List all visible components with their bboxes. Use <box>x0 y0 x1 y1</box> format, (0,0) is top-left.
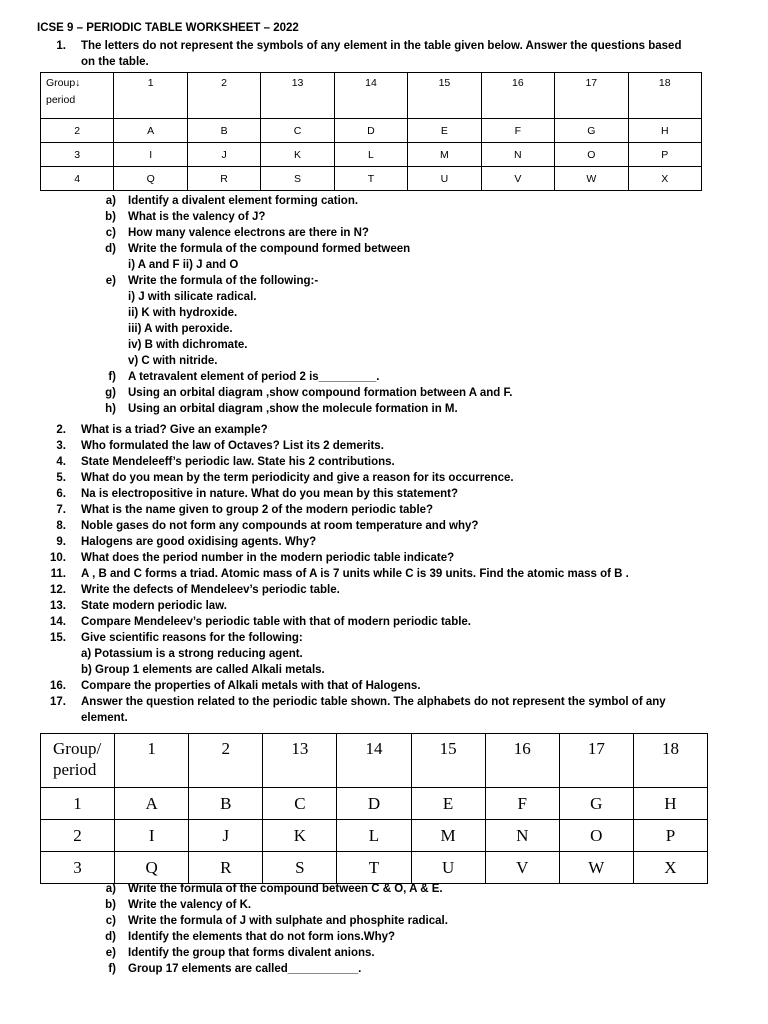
periodic-table-1 <box>40 72 702 191</box>
group-header: 1 <box>115 734 189 788</box>
element-cell: L <box>334 143 407 167</box>
question-text: The letters do not represent the symbols of any element in the table given below. Answer the questions based <box>81 40 682 52</box>
element-cell: W <box>559 852 633 884</box>
question-text: Compare the properties of Alkali metals with that of Halogens. <box>81 680 421 692</box>
element-cell: P <box>628 143 702 167</box>
group-label: Group↓ <box>46 77 81 89</box>
period-cell: 2 <box>41 820 115 852</box>
sub-question-label: c) <box>105 915 116 927</box>
question-number: 17. <box>50 696 66 708</box>
table-row <box>41 143 702 167</box>
element-cell: M <box>411 820 485 852</box>
sub-question-text: Write the formula of J with sulphate and phosphite radical. <box>128 915 448 927</box>
element-cell: J <box>187 143 260 167</box>
group-label: Group/ <box>53 739 102 758</box>
question-number: 8. <box>56 520 66 532</box>
sub-question-text: i) A and F ii) J and O <box>128 259 239 271</box>
question-number: 15. <box>50 632 66 644</box>
element-cell: I <box>114 143 187 167</box>
element-cell: E <box>408 119 481 143</box>
sub-question-label: e) <box>105 947 116 959</box>
period-cell: 3 <box>41 143 114 167</box>
group-header: 2 <box>187 73 260 119</box>
sub-question-label: e) <box>105 275 116 287</box>
question-text: Noble gases do not form any compounds at room temperature and why? <box>81 520 479 532</box>
group-header: 13 <box>263 734 337 788</box>
group-header: 16 <box>485 734 559 788</box>
table-row <box>41 167 702 191</box>
group-header: 15 <box>411 734 485 788</box>
question-text: State modern periodic law. <box>81 600 227 612</box>
element-cell: P <box>633 820 707 852</box>
question-text: a) Potassium is a strong reducing agent. <box>81 648 303 660</box>
element-cell: S <box>261 167 334 191</box>
element-cell: N <box>481 143 554 167</box>
sub-question-text: Identify the elements that do not form ions.Why? <box>128 931 396 943</box>
sub-question-text: v) C with nitride. <box>128 355 218 367</box>
period-cell: 2 <box>41 119 114 143</box>
element-cell: X <box>633 852 707 884</box>
element-cell: C <box>261 119 334 143</box>
question-text: A , B and C forms a triad. Atomic mass of A is 7 units while C is 39 units. Find the atomic mass of B . <box>81 568 629 580</box>
group-header: 16 <box>481 73 554 119</box>
element-cell: T <box>334 167 407 191</box>
element-cell: U <box>411 852 485 884</box>
question-number: 3. <box>56 440 66 452</box>
group-period-header <box>41 734 115 788</box>
sub-question-text: A tetravalent element of period 2 is_________. <box>128 371 380 383</box>
table-row <box>41 119 702 143</box>
table-row <box>41 852 708 884</box>
group-header: 17 <box>555 73 628 119</box>
question-text: State Mendeleeff’s periodic law. State his 2 contributions. <box>81 456 395 468</box>
table-row <box>41 788 708 820</box>
element-cell: S <box>263 852 337 884</box>
sub-question-text: Using an orbital diagram ,show compound formation between A and F. <box>128 387 513 399</box>
question-text: What is a triad? Give an example? <box>81 424 268 436</box>
sub-question-text: ii) K with hydroxide. <box>128 307 238 319</box>
sub-question-label: a) <box>105 883 116 895</box>
periodic-table-2 <box>40 733 708 884</box>
group-header: 18 <box>633 734 707 788</box>
element-cell: C <box>263 788 337 820</box>
period-cell: 3 <box>41 852 115 884</box>
question-text: Compare Mendeleev’s periodic table with that of modern periodic table. <box>81 616 472 628</box>
group-header: 15 <box>408 73 481 119</box>
sub-question-text: Write the formula of the compound formed between <box>128 243 411 255</box>
sub-question-text: How many valence electrons are there in N? <box>128 227 369 239</box>
question-text: What is the name given to group 2 of the modern periodic table? <box>81 504 434 516</box>
group-header: 14 <box>334 73 407 119</box>
question-number: 5. <box>56 472 66 484</box>
element-cell: Q <box>115 852 189 884</box>
question-text: What does the period number in the modern periodic table indicate? <box>81 552 455 564</box>
worksheet-title: ICSE 9 – PERIODIC TABLE WORKSHEET – 2022 <box>37 22 299 34</box>
group-header: 13 <box>261 73 334 119</box>
period-cell: 1 <box>41 788 115 820</box>
sub-question-label: b) <box>105 899 116 911</box>
table-row <box>41 820 708 852</box>
element-cell: A <box>115 788 189 820</box>
sub-question-label: c) <box>105 227 116 239</box>
question-number: 11. <box>50 568 66 580</box>
element-cell: X <box>628 167 702 191</box>
table-header-row <box>41 734 708 788</box>
element-cell: D <box>334 119 407 143</box>
group-header: 17 <box>559 734 633 788</box>
question-number: 14. <box>50 616 66 628</box>
element-cell: V <box>481 167 554 191</box>
sub-question-label: g) <box>105 387 116 399</box>
question-number: 10. <box>50 552 66 564</box>
element-cell: T <box>337 852 411 884</box>
sub-question-label: f) <box>108 963 116 975</box>
element-cell: R <box>189 852 263 884</box>
element-cell: K <box>261 143 334 167</box>
element-cell: H <box>628 119 702 143</box>
sub-question-text: Write the valency of K. <box>128 899 252 911</box>
sub-question-text: Write the formula of the following:- <box>128 275 319 287</box>
element-cell: J <box>189 820 263 852</box>
group-header: 1 <box>114 73 187 119</box>
question-number: 1. <box>56 40 66 52</box>
sub-question-label: h) <box>105 403 116 415</box>
sub-question-label: b) <box>105 211 116 223</box>
element-cell: W <box>555 167 628 191</box>
question-text: Answer the question related to the periodic table shown. The alphabets do not represent the symbol of any <box>81 696 666 708</box>
question-number: 6. <box>56 488 66 500</box>
question-text: element. <box>81 712 128 724</box>
element-cell: O <box>555 143 628 167</box>
element-cell: H <box>633 788 707 820</box>
element-cell: Q <box>114 167 187 191</box>
element-cell: M <box>408 143 481 167</box>
element-cell: B <box>187 119 260 143</box>
sub-question-label: a) <box>105 195 116 207</box>
question-number: 16. <box>50 680 66 692</box>
question-text: Give scientific reasons for the following: <box>81 632 303 644</box>
element-cell: A <box>114 119 187 143</box>
sub-question-text: Group 17 elements are called___________. <box>128 963 362 975</box>
question-1-continued: on the table. <box>81 56 149 68</box>
element-cell: D <box>337 788 411 820</box>
element-cell: F <box>481 119 554 143</box>
sub-question-label: d) <box>105 931 116 943</box>
period-label: period <box>53 760 97 779</box>
question-number: 7. <box>56 504 66 516</box>
element-cell: E <box>411 788 485 820</box>
question-text: What do you mean by the term periodicity and give a reason for its occurrence. <box>81 472 514 484</box>
element-cell: N <box>485 820 559 852</box>
sub-question-text: What is the valency of J? <box>128 211 266 223</box>
period-label: period <box>46 94 76 106</box>
sub-question-text: iv) B with dichromate. <box>128 339 248 351</box>
element-cell: I <box>115 820 189 852</box>
element-cell: K <box>263 820 337 852</box>
element-cell: R <box>187 167 260 191</box>
period-cell: 4 <box>41 167 114 191</box>
element-cell: G <box>555 119 628 143</box>
question-number: 12. <box>50 584 66 596</box>
sub-question-text: Identify a divalent element forming cation. <box>128 195 359 207</box>
group-header: 2 <box>189 734 263 788</box>
sub-question-text: Write the formula of the compound between C & O, A & E. <box>128 883 443 895</box>
question-number: 13. <box>50 600 66 612</box>
sub-question-text: Identify the group that forms divalent anions. <box>128 947 375 959</box>
question-text: Write the defects of Mendeleev’s periodic table. <box>81 584 340 596</box>
question-text: Halogens are good oxidising agents. Why? <box>81 536 317 548</box>
sub-question-text: i) J with silicate radical. <box>128 291 257 303</box>
question-text: b) Group 1 elements are called Alkali metals. <box>81 664 325 676</box>
element-cell: O <box>559 820 633 852</box>
element-cell: F <box>485 788 559 820</box>
question-text: Na is electropositive in nature. What do you mean by this statement? <box>81 488 459 500</box>
question-text: Who formulated the law of Octaves? List its 2 demerits. <box>81 440 384 452</box>
element-cell: U <box>408 167 481 191</box>
sub-question-label: f) <box>108 371 116 383</box>
element-cell: G <box>559 788 633 820</box>
sub-question-text: Using an orbital diagram ,show the molecule formation in M. <box>128 403 458 415</box>
sub-question-label: d) <box>105 243 116 255</box>
question-number: 4. <box>56 456 66 468</box>
question-number: 9. <box>56 536 66 548</box>
question-number: 2. <box>56 424 66 436</box>
group-header: 18 <box>628 73 702 119</box>
element-cell: L <box>337 820 411 852</box>
group-period-header <box>41 73 114 119</box>
group-header: 14 <box>337 734 411 788</box>
element-cell: V <box>485 852 559 884</box>
sub-question-text: iii) A with peroxide. <box>128 323 233 335</box>
table-header-row <box>41 73 702 119</box>
element-cell: B <box>189 788 263 820</box>
